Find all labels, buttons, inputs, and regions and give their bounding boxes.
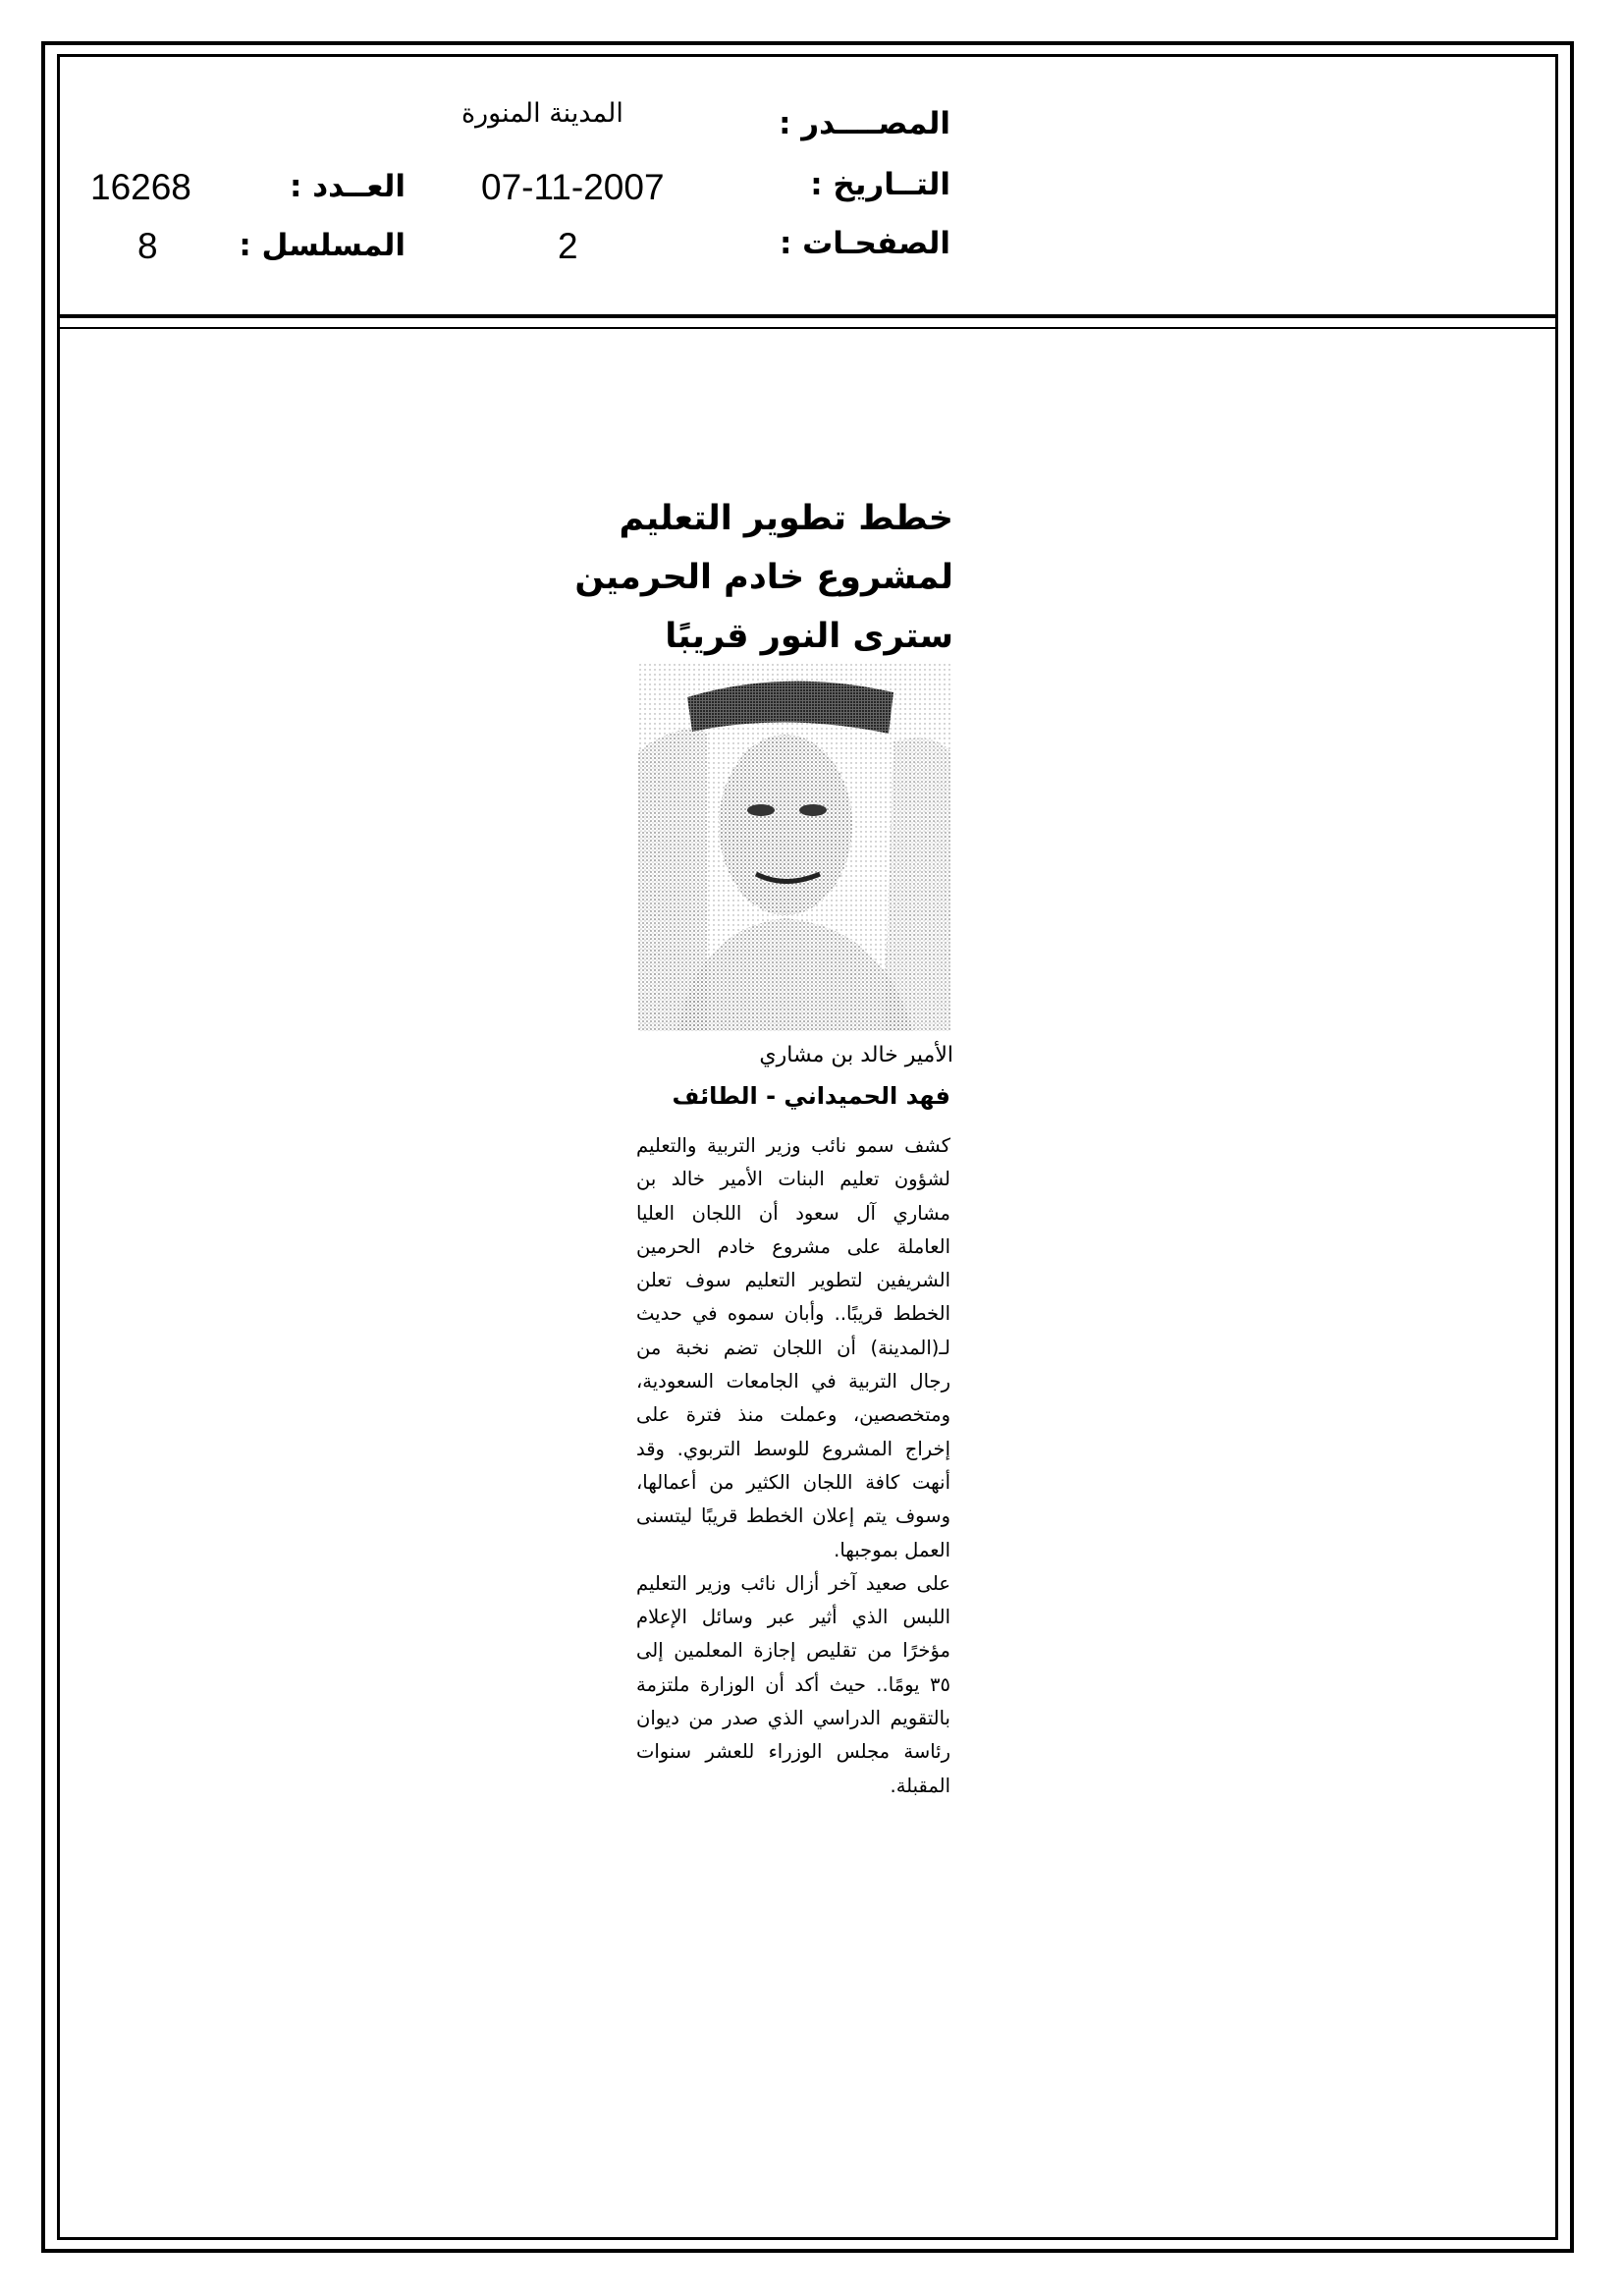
header-divider [57, 314, 1558, 318]
header-divider-thin [57, 327, 1558, 329]
serial-value: 8 [137, 226, 158, 266]
issue-label: العــدد : [290, 169, 406, 204]
article-body [636, 1129, 950, 1803]
date-label: التــاريخ : [810, 167, 950, 202]
headline-line-2: لمشروع خادم الحرمين [574, 558, 953, 597]
pages-label: الصفحـات : [779, 226, 950, 261]
issue-value: 16268 [90, 167, 191, 207]
body-paragraph-2: على صعيد آخر أزال نائب وزير التعليم اللبس الذي أثير عبر وسائل الإعلام مؤخرًا من تقليص إجازة المعلمين إلى ٣٥ يومًا.. حيث أكد أن الوزارة ملتزمة بالتقويم الدراسي الذي صدر من ديوان رئاسة مجلس الوزراء للعشر سنوات المقبلة. [636, 1571, 950, 1797]
portrait-photo [638, 663, 950, 1031]
serial-label: المسلسل : [239, 228, 406, 263]
article-headline [541, 489, 953, 666]
source-label: المصــــدر : [779, 106, 950, 141]
source-value: المدينة المنورة [461, 98, 623, 129]
headline-line-3: سترى النور قريبًا [665, 617, 953, 656]
date-value: 07-11-2007 [481, 167, 665, 207]
headline-line-1: خطط تطوير التعليم [619, 499, 953, 538]
body-paragraph-1: كشف سمو نائب وزير التربية والتعليم لشؤون تعليم البنات الأمير خالد بن مشاري آل سعود أن اللجان العليا العاملة على مشروع خادم الحرمين الشريفين لتطوير التعليم سوف تعلن الخطط قريبًا.. وأبان سموه في حديث لـ(المدينة) أن اللجان تضم نخبة من رجال التربية في الجامعات السعودية، ومتخصصين، وعملت منذ فترة على إخراج المشروع للوسط التربوي. وقد أنهت كافة اللجان الكثير من أعمالها، وسوف يتم إعلان الخطط قريبًا ليتسنى العمل بموجبها. [636, 1134, 950, 1561]
pages-value: 2 [558, 226, 578, 266]
photo-caption: الأمير خالد بن مشاري [759, 1043, 953, 1067]
byline: فهد الحميداني - الطائف [672, 1082, 950, 1110]
